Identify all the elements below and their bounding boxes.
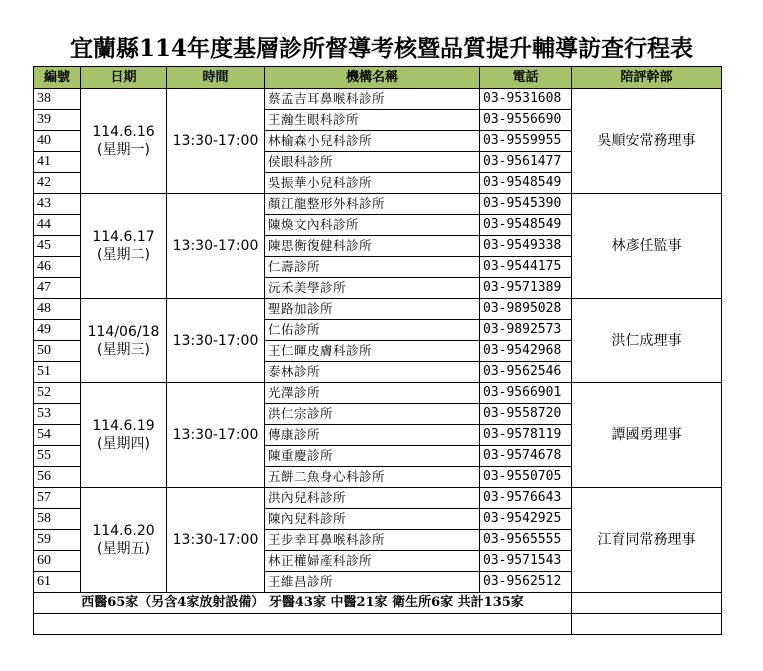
visit-time: 13:30-17:00 [167, 194, 265, 299]
page-title: 宜蘭縣114年度基層診所督導考核暨品質提升輔導訪查行程表 [69, 35, 693, 62]
clinic-phone: 03-9548549 [480, 215, 572, 236]
row-number: 43 [34, 194, 81, 215]
visit-time: 13:30-17:00 [167, 488, 265, 593]
row-number: 48 [34, 299, 81, 320]
clinic-phone: 03-9545390 [480, 194, 572, 215]
summary-row [34, 593, 722, 614]
row-number: 39 [34, 110, 81, 131]
header-no: 編號 [34, 67, 81, 89]
blank-cell [572, 614, 722, 635]
visit-weekday: (星期四) [97, 436, 150, 452]
row-number: 50 [34, 341, 81, 362]
header-time: 時間 [167, 67, 265, 89]
row-number: 42 [34, 173, 81, 194]
row-number: 59 [34, 530, 81, 551]
visit-date: 114.6.17 [92, 229, 155, 245]
clinic-phone: 03-9556690 [480, 110, 572, 131]
blank-cell [34, 614, 572, 635]
reviewer: 江育同常務理事 [572, 488, 722, 593]
clinic-name: 侯眼科診所 [265, 152, 480, 173]
row-number: 40 [34, 131, 81, 152]
clinic-name: 泰林診所 [265, 362, 480, 383]
clinic-name: 王仁暉皮膚科診所 [265, 341, 480, 362]
clinic-name: 聖路加診所 [265, 299, 480, 320]
header-org: 機構名稱 [265, 67, 480, 89]
clinic-phone: 03-9548549 [480, 173, 572, 194]
row-number: 46 [34, 257, 81, 278]
visit-weekday: (星期二) [97, 247, 150, 263]
table-row [34, 194, 722, 215]
clinic-phone: 03-9558720 [480, 404, 572, 425]
clinic-name: 陳思衡復健科診所 [265, 236, 480, 257]
clinic-name: 洪仁宗診所 [265, 404, 480, 425]
clinic-phone: 03-9574678 [480, 446, 572, 467]
clinic-name: 吳振華小兒科診所 [265, 173, 480, 194]
clinic-name: 王步幸耳鼻喉科診所 [265, 530, 480, 551]
header-row [34, 67, 722, 89]
row-number: 45 [34, 236, 81, 257]
visit-weekday: (星期三) [97, 341, 150, 358]
header-reviewer: 陪評幹部 [572, 67, 722, 89]
visit-weekday: (星期五) [97, 541, 150, 557]
clinic-name: 傳康診所 [265, 425, 480, 446]
clinic-name: 陳內兒科診所 [265, 509, 480, 530]
clinic-phone: 03-9544175 [480, 257, 572, 278]
clinic-phone: 03-9578119 [480, 425, 572, 446]
summary-blank-cell [572, 593, 722, 614]
row-number: 55 [34, 446, 81, 467]
visit-weekday: (星期一) [97, 142, 150, 158]
clinic-name: 陳重慶診所 [265, 446, 480, 467]
clinic-phone: 03-9559955 [480, 131, 572, 152]
visit-date-cell [81, 299, 167, 383]
clinic-name: 王維昌診所 [265, 572, 480, 593]
row-number: 47 [34, 278, 81, 299]
clinic-phone: 03-9571389 [480, 278, 572, 299]
clinic-phone: 03-9895028 [480, 299, 572, 320]
clinic-name: 蔡孟吉耳鼻喉科診所 [265, 89, 480, 110]
visit-date: 114.6.20 [92, 523, 155, 539]
clinic-phone: 03-9542968 [480, 341, 572, 362]
reviewer: 林彥任監事 [572, 194, 722, 299]
clinic-name: 洪內兒科診所 [265, 488, 480, 509]
row-number: 54 [34, 425, 81, 446]
row-number: 56 [34, 467, 81, 488]
clinic-phone: 03-9549338 [480, 236, 572, 257]
clinic-name: 仁壽診所 [265, 257, 480, 278]
reviewer: 吳順安常務理事 [572, 89, 722, 194]
clinic-phone: 03-9550705 [480, 467, 572, 488]
clinic-name: 沅禾美學診所 [265, 278, 480, 299]
clinic-phone: 03-9542925 [480, 509, 572, 530]
visit-time: 13:30-17:00 [167, 299, 265, 383]
row-number: 52 [34, 383, 81, 404]
clinic-phone: 03-9576643 [480, 488, 572, 509]
row-number: 57 [34, 488, 81, 509]
row-number: 44 [34, 215, 81, 236]
visit-date-cell [81, 488, 167, 593]
schedule-table [33, 66, 722, 635]
clinic-name: 五餅二魚身心科診所 [265, 467, 480, 488]
clinic-phone: 03-9571543 [480, 551, 572, 572]
visit-date-cell [81, 194, 167, 299]
clinic-phone: 03-9562512 [480, 572, 572, 593]
clinic-phone: 03-9562546 [480, 362, 572, 383]
clinic-name: 林正權婦產科診所 [265, 551, 480, 572]
table-row [34, 299, 722, 320]
clinic-phone: 03-9531608 [480, 89, 572, 110]
visit-date: 114.6.16 [92, 124, 155, 140]
header-date: 日期 [81, 67, 167, 89]
clinic-phone: 03-9561477 [480, 152, 572, 173]
clinic-name: 顏江龍整形外科診所 [265, 194, 480, 215]
clinic-phone: 03-9565555 [480, 530, 572, 551]
clinic-phone: 03-9892573 [480, 320, 572, 341]
summary-text: 西醫65家（另含4家放射設備） 牙醫43家 中醫21家 衛生所6家 共計135家 [34, 593, 572, 614]
header-phone: 電話 [480, 67, 572, 89]
visit-date: 114/06/18 [87, 323, 160, 340]
clinic-name: 光澤診所 [265, 383, 480, 404]
reviewer: 洪仁成理事 [572, 299, 722, 383]
table-row [34, 383, 722, 404]
clinic-name: 陳煥文內科診所 [265, 215, 480, 236]
row-number: 41 [34, 152, 81, 173]
row-number: 60 [34, 551, 81, 572]
table-row [34, 488, 722, 509]
row-number: 53 [34, 404, 81, 425]
table-row [34, 89, 722, 110]
visit-date: 114.6.19 [92, 418, 155, 434]
visit-time: 13:30-17:00 [167, 89, 265, 194]
row-number: 51 [34, 362, 81, 383]
visit-time: 13:30-17:00 [167, 383, 265, 488]
visit-date-cell [81, 383, 167, 488]
clinic-name: 林榆森小兒科診所 [265, 131, 480, 152]
blank-row [34, 614, 722, 635]
clinic-name: 王瀚生眼科診所 [265, 110, 480, 131]
row-number: 49 [34, 320, 81, 341]
clinic-phone: 03-9566901 [480, 383, 572, 404]
clinic-name: 仁佑診所 [265, 320, 480, 341]
visit-date-cell [81, 89, 167, 194]
schedule-body [34, 89, 722, 593]
row-number: 38 [34, 89, 81, 110]
reviewer: 譚國勇理事 [572, 383, 722, 488]
row-number: 61 [34, 572, 81, 593]
row-number: 58 [34, 509, 81, 530]
